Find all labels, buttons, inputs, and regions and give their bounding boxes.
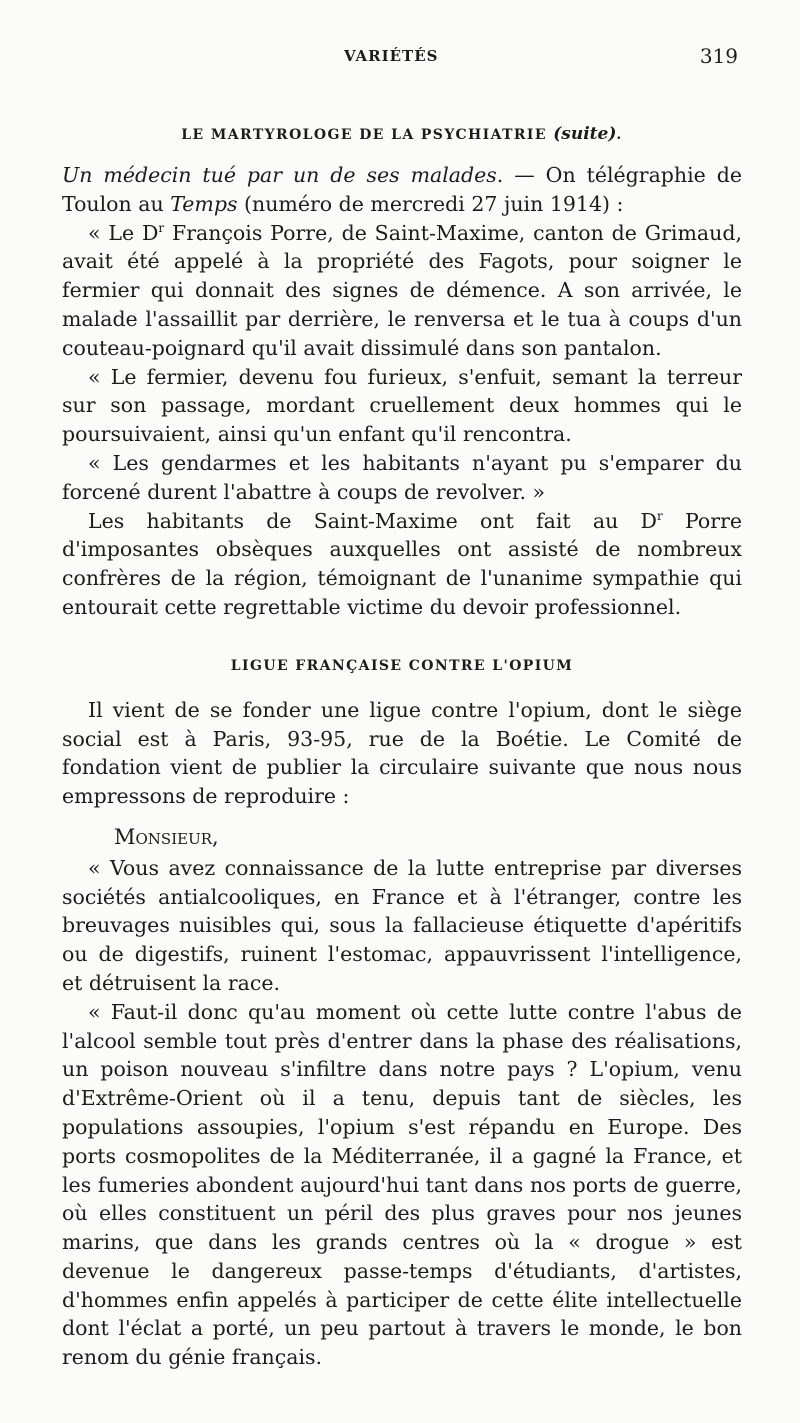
- paragraph: « Faut-il donc qu'au moment où cette lutte contre l'abus de l'alcool semble tout près d'entrer dans la phase des réalisations, un poison nouveau s'infiltre dans notre pays ? L'opium, venu d'Extrême-Orient où il a tenu, depuis tant de siècles, les populations assoupies, l'opium s'est répandu en Europe. Des ports cosmopolites de la Méditerranée, il a gagné la France, et les fumeries abondent aujourd'hui tant dans nos ports de guerre, où elles constituent un péril des plus graves pour nos jeunes marins, que dans les grands centres où la « drogue » est devenue le dangereux passe-temps d'étudiants, d'artistes, d'hommes enfin appelés à participer de cette élite intellectuelle dont l'éclat a porté, un peu partout à travers le monde, le bon renom du génie français.: [62, 999, 742, 1370]
- text-run: Les habitants de Saint-Maxime ont fait au D: [88, 508, 657, 533]
- running-head: [0, 44, 800, 74]
- superscript: r: [656, 508, 663, 523]
- text-run: Porre d'imposantes obsèques auxquelles ont assisté de nombreux confrères de la région, témoignant de l'unanime sympathie qui entourait cette regrettable victime du devoir professionnel.: [62, 508, 742, 619]
- paragraph: Il vient de se fonder une ligue contre l'opium, dont le siège social est à Paris, 93-95, rue de la Boétie. Le Comité de fondation vient de publier la circulaire suivante que nous nous empressons de reproduire :: [62, 697, 742, 809]
- paragraph: [62, 507, 742, 622]
- paragraph: [62, 219, 742, 363]
- text-run: — On télégraphie de Toulon au: [62, 163, 742, 216]
- page-content: [62, 120, 742, 1372]
- text-run: « Le D: [88, 220, 159, 245]
- paragraph: « Le fermier, devenu fou furieux, s'enfuit, semant la terreur sur son passage, mordant cruellement deux hommes qui le poursuivaient, ainsi qu'un enfant qu'il rencontra.: [62, 364, 742, 447]
- paragraph: [62, 161, 742, 219]
- section-title-suffix: (suite): [553, 124, 617, 144]
- paragraph: « Vous avez connaissance de la lutte entreprise par diverses sociétés antialcooliques, en France et à l'étranger, contre les breuvages nuisibles qui, sous la fallacieuse étiquette d'apéritifs ou de digestifs, ruinent l'estomac, appauvrissent l'intelligence, et détruisent la race.: [62, 855, 742, 995]
- superscript: r: [158, 220, 165, 235]
- section-title-ligue: LIGUE FRANÇAISE CONTRE L'OPIUM: [230, 657, 574, 674]
- running-head-title: VARIÉTÉS: [344, 47, 439, 65]
- section-title-martyrologe: LE MARTYROLOGE DE LA PSYCHIATRIE (suite).: [181, 124, 623, 144]
- newspaper-name: Temps: [170, 191, 238, 216]
- article-heading: Un médecin tué par un de ses malades.: [62, 163, 504, 187]
- text-run: François Porre, de Saint-Maxime, canton de Grimaud, avait été appelé à la propriété des Fagots, pour soigner le fermier qui donnait des signes de démence. A son arrivée, le malade l'assaillit par derrière, le renversa et le tua à coups d'un couteau-poignard qu'il avait dissimulé dans son pantalon.: [62, 220, 742, 360]
- salutation: Monsieur,: [114, 824, 219, 849]
- section-title-text: LE MARTYROLOGE DE LA PSYCHIATRIE: [181, 127, 547, 143]
- text-run: (numéro de mercredi 27 juin 1914) :: [237, 191, 624, 216]
- paragraph: « Les gendarmes et les habitants n'ayant pu s'emparer du forcené durent l'abattre à coups de revolver. »: [62, 450, 742, 504]
- page-number: 319: [699, 44, 738, 68]
